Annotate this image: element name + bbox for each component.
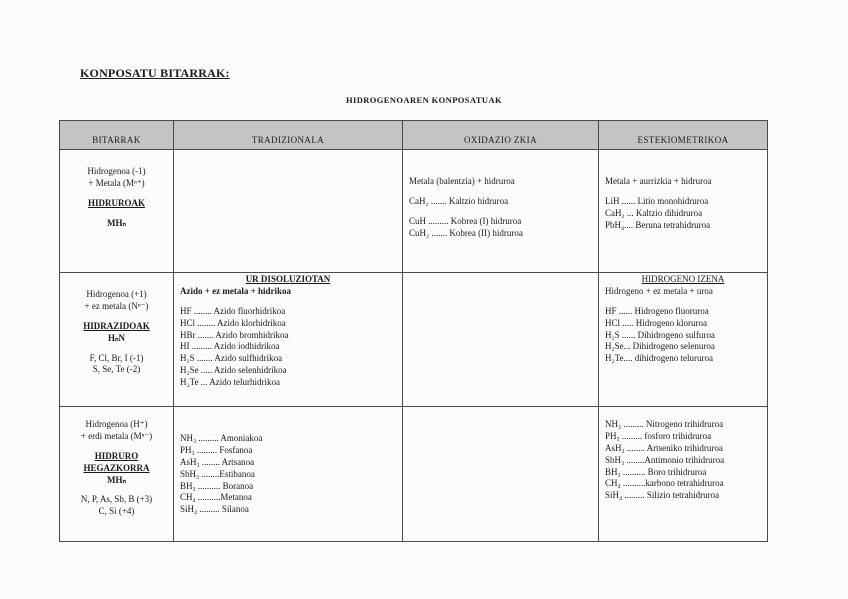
group-name: HIDRAZIDOAK	[83, 320, 150, 331]
header-estekiometrikoa: ESTEKIOMETRIKOA	[599, 121, 768, 150]
cell-text: SbH₃ ........Estibanoa	[180, 468, 255, 479]
cell-bitarrak-1	[60, 150, 174, 273]
cell-tradizionala-1	[174, 150, 403, 273]
cell-text: SiH₄ ......... Silanoa	[180, 504, 249, 515]
cell-text: HCl ..... Hidrogeno kloruroa	[605, 317, 707, 328]
cell-bitarrak-3	[60, 407, 174, 542]
cell-text: CH₄ ..........Metanoa	[180, 492, 252, 503]
table-header-row	[60, 121, 768, 150]
cell-estekiometrikoa-3	[599, 407, 768, 542]
cell-text: CuH ......... Kobrea (I) hidruroa	[409, 215, 522, 226]
cell-text: Azido + ez metala + hidrikoa	[180, 285, 291, 296]
document-title: KONPOSATU BITARRAK:	[80, 66, 230, 80]
cell-text: PH₃ ......... Fosfanoa	[180, 444, 253, 455]
section-heading: UR DISOLUZIOTAN	[245, 274, 331, 284]
cell-text: + ez metala (Nⁿ⁻)	[84, 300, 149, 311]
cell-text: Hidrogeno + ez metala + uroa	[605, 285, 713, 296]
cell-text: NH₃ ......... Amoniakoa	[180, 433, 263, 443]
cell-text: C, Si (+4)	[98, 506, 135, 517]
cell-oxidazio-2	[403, 273, 599, 407]
cell-text: Metala (balentzia) + hidruroa	[409, 176, 515, 186]
cell-text: H₂Se... Dihidrogeno selenuroa	[605, 341, 715, 352]
cell-estekiometrikoa-2	[599, 273, 768, 407]
formula: HₙN	[107, 332, 126, 343]
compounds-table	[59, 120, 768, 542]
cell-text: Hidrogenoa (H⁺)	[85, 419, 148, 429]
cell-text: Metala + aurrizkia + hidruroa	[605, 176, 712, 186]
header-tradizionala: TRADIZIONALA	[174, 121, 403, 150]
cell-text: PH₃ ......... fosforo trihidruroa	[605, 430, 712, 441]
cell-text: CaH₂ ... Kaltzio dihidruroa	[605, 207, 703, 218]
cell-text: SbH₃ ........Antimonio trihidruroa	[605, 454, 725, 465]
cell-text: BH₃ .......... Boro trihidruroa	[605, 466, 707, 477]
cell-text: AsH₃ ........ Artseniko trihidruroa	[605, 442, 723, 453]
cell-tradizionala-2	[174, 273, 403, 407]
cell-tradizionala-3	[174, 407, 403, 542]
cell-oxidazio-1	[403, 150, 599, 273]
document-subtitle: HIDROGENOAREN KONPOSATUAK	[345, 95, 502, 105]
cell-text: + erdi metala (Mⁿ⁻)	[80, 430, 153, 441]
group-name: HIDRURO	[94, 450, 139, 461]
cell-estekiometrikoa-1	[599, 150, 768, 273]
cell-text: LiH ...... Litio monohidruroa	[605, 195, 709, 206]
cell-text: PbH₄.... Beruna tetrahidruroa	[605, 219, 711, 230]
cell-oxidazio-3	[403, 407, 599, 542]
cell-text: HCl ........ Azido klorhidrikoa	[180, 317, 286, 328]
cell-text: HI ......... Azido iodhidrikoa	[180, 341, 280, 352]
cell-text: HBr ....... Azido bromhidrikoa	[180, 329, 289, 340]
header-oxidazio: OXIDAZIO ZKIA	[403, 121, 599, 150]
cell-text: H₂Te.... dihidrogeno telururoa	[605, 353, 713, 364]
group-name: HIDRUROAK	[87, 197, 145, 208]
cell-text: HF ........ Azido fluorhidrikoa	[180, 305, 286, 316]
cell-text: SiH₄ ......... Silizio tetrahidruroa	[605, 490, 720, 501]
cell-text: CH₄ ..........karbono tetrahidruroa	[605, 478, 724, 489]
cell-bitarrak-2	[60, 273, 174, 407]
cell-text: H₂S ....... Azido sulfhidrikoa	[180, 353, 283, 364]
cell-text: F, Cl, Br, I (-1)	[89, 352, 144, 363]
cell-text: BH₃ .......... Boranoa	[180, 480, 254, 491]
formula: MHₙ	[106, 217, 127, 228]
header-bitarrak: BITARRAK	[60, 121, 174, 150]
cell-text: Hidrogenoa (+1)	[86, 289, 147, 299]
table-row-hidruroak	[60, 150, 768, 273]
cell-text: HF ...... Hidrogeno fluoruroa	[605, 305, 709, 316]
section-heading: HIDROGENO IZENA	[641, 274, 725, 284]
cell-text: N, P, As, Sb, B (+3)	[80, 494, 153, 505]
group-name: HEGAZKORRA	[83, 462, 150, 473]
formula: MHₙ	[106, 474, 127, 485]
cell-text: AsH₃ ........ Artsanoa	[180, 456, 255, 467]
table-row-hidruro-hegazkorra	[60, 407, 768, 542]
cell-text: H₂S ...... Dihidrogeno sulfuroa	[605, 329, 715, 340]
cell-text: H₂Se ..... Azido selenhidrikoa	[180, 365, 287, 376]
cell-text: H₂Te ... Azido telurhidrikoa	[180, 377, 280, 387]
cell-text: CaH₂ ....... Kaltzio hidruroa	[409, 195, 509, 206]
cell-text: S, Se, Te (-2)	[92, 364, 141, 375]
cell-text: + Metala (Mⁿ⁺)	[88, 177, 145, 188]
cell-text: NH₃ ......... Nitrogeno trihidruroa	[605, 419, 724, 429]
table-row-hidrazidoak	[60, 273, 768, 407]
cell-text: CuH₂ ....... Kobrea (II) hidruroa	[409, 227, 523, 238]
cell-text: Hidrogenoa (-1)	[87, 166, 146, 176]
